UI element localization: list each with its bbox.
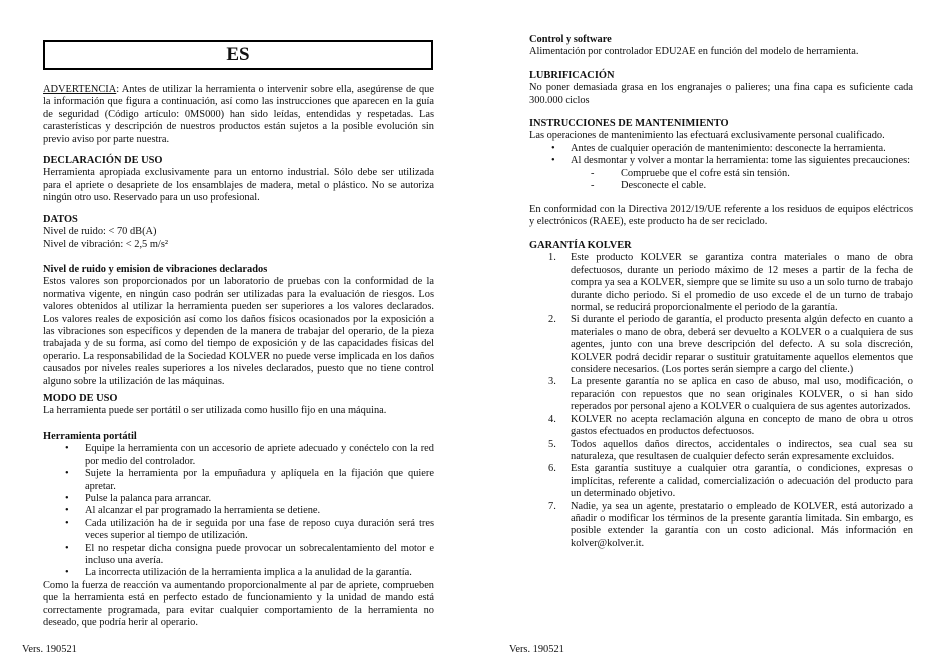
lubrication-text: No poner demasiada grasa en los engranajes o palieres; una fina capa es suficiente cada 300.000 ciclos — [529, 82, 913, 106]
maintenance-list — [529, 143, 913, 168]
control-section — [529, 34, 913, 59]
warning-paragraph — [43, 84, 434, 146]
list-item — [529, 463, 913, 500]
item-number: 7. — [548, 500, 556, 512]
item-text: Si durante el periodo de garantía, el producto presenta algún defecto en cuanto a materiales o mano de obra, deberá ser devuelto a KOLVER o a cualquiera de sus agentes, junto con una breve descripción del defecto. A su sola discreción, KOLVER podrá decidir reparar o sustituir gratuitamente aquellos elementos que considere necesarios. (Los portes serán siempre a cargo del cliente.) — [571, 314, 913, 376]
noise-text: Estos valores son proporcionados por un laboratorio de pruebas con la conformidad de la normativa vigente, en ningún caso podrán ser utilizadas para la evaluación de riesgos. Los valores obtenidos al utilizar la herramienta pueden ser superiores a los valores declarados. Los valores reales de exposición así como los daños físicos ocasionados por la exposición a las vibraciones son específicos y dependen de la manera de trabajar del operario, de la pieza trabajada y de su forma, así como del tiempo de exposición y de las capacidades físicas del operario. La responsabilidad de la Sociedad KOLVER no puede verse implicada en los daños causados por niveles reales superiores a los niveles declarados, puesto que no tiene control alguno sobre la utilización de las máquinas. — [43, 276, 434, 387]
portable-list — [43, 443, 434, 579]
list-item: • El no respetar dicha consigna puede provocar un sobrecalentamiento del motor e incluso una avería. — [43, 543, 434, 568]
list-item: • Equipe la herramienta con un accesorio de apriete adecuado y conéctelo con la red por medio del controlador. — [43, 443, 434, 468]
noise-section — [43, 264, 434, 388]
noise-title: Nivel de ruido y emision de vibraciones declarados — [43, 264, 268, 275]
control-text: Alimentación por controlador EDU2AE en función del modelo de herramienta. — [529, 46, 859, 58]
list-item: - Compruebe que el cofre está sin tensión. — [591, 168, 913, 180]
list-item: • Cada utilización ha de ir seguida por una fase de reposo cuya duración será tres veces superior al tiempo de utilización. — [43, 518, 434, 543]
item-text: La presente garantía no se aplica en caso de abuso, mal uso, modificación, o reparación con repuestos que no sean originales KOLVER, o si han sido reperados por personal ajeno a KOLVER o cualquiera de sus agentes autorizados. — [571, 376, 913, 413]
list-item — [529, 501, 913, 551]
declaration-title: DECLARACIÓN DE USO — [43, 155, 163, 166]
warranty-section — [529, 240, 913, 550]
declaration-section — [43, 155, 434, 205]
list-item: • Al desmontar y volver a montar la herramienta: tome las siguientes precauciones: — [529, 155, 913, 167]
warning-section — [43, 84, 434, 146]
datos-section — [43, 214, 434, 251]
list-item: - Desconecte el cable. — [591, 180, 913, 192]
version-left: Vers. 190521 — [22, 644, 77, 655]
usage-text: La herramienta puede ser portátil o ser utilizada como husillo fijo en una máquina. — [43, 405, 387, 417]
warranty-title: GARANTÍA KOLVER — [529, 240, 632, 251]
list-item: • Al alcanzar el par programado la herramienta se detiene. — [43, 505, 434, 517]
language-box: ES — [43, 40, 433, 70]
usage-title: MODO DE USO — [43, 393, 118, 404]
version-right: Vers. 190521 — [509, 644, 564, 655]
item-number: 4. — [548, 413, 556, 425]
item-number: 2. — [548, 314, 556, 326]
datos-title: DATOS — [43, 214, 78, 225]
item-number: 3. — [548, 376, 556, 388]
item-text: KOLVER no acepta reclamación alguna en concepto de mano de obra u otros gastos efectuados en productos defectuosos. — [571, 413, 913, 438]
item-text: Este producto KOLVER se garantiza contra materiales o mano de obra defectuosos, durante un periodo máximo de 12 meses a partir de la fecha de compra ya sea a KOLVER, siempre que se limite su uso a un solo turno de trabajo durante dicho periodo. Si el promedio de uso excede el de un turno de trabajo normal, se reducirá proporcionalmente el periodo de la garantía. — [571, 252, 913, 314]
warning-label: ADVERTENCIA — [43, 84, 117, 95]
noise-level: Nivel de ruido: < 70 dB(A) — [43, 226, 157, 238]
maintenance-section — [529, 118, 913, 192]
maintenance-title: INSTRUCCIONES DE MANTENIMIENTO — [529, 118, 729, 129]
raee-text: En conformidad con la Directiva 2012/19/UE referente a los residuos de equipos eléctricos y electrónicos (RAEE), este producto ha de ser reciclado. — [529, 204, 913, 228]
item-text: Nadie, ya sea un agente, prestatario o empleado de KOLVER, está autorizado a añadir o modificar los términos de la presente garantía limitada. Sin embargo, es posible extender la garantía con un costo adicional. Más información en kolver@kolver.it. — [571, 500, 913, 549]
lubrication-title: LUBRIFICACIÓN — [529, 70, 615, 81]
portable-after-text: Como la fuerza de reacción va aumentando proporcionalmente al par de apriete, comprueben que la herramienta está en perfecto estado de funcionamiento y la unidad de mando está correctamente programada, para evitar cualquier comportamiento de la herramienta no deseado, que podría herir al operario. — [43, 579, 434, 629]
warranty-list — [529, 252, 913, 550]
item-text: Todos aquellos daños directos, accidentales o indirectos, sea cual sea su naturaleza, que resultasen de cualquier defecto serán expresamente excluidos. — [571, 438, 913, 462]
vibration-level: Nivel de vibración: < 2,5 m/s² — [43, 238, 168, 250]
list-item: • Antes de cualquier operación de mantenimiento: desconecte la herramienta. — [529, 143, 913, 155]
raee-section — [529, 204, 913, 229]
item-number: 6. — [548, 463, 556, 475]
control-title: Control y software — [529, 34, 612, 45]
list-item — [529, 252, 913, 314]
usage-section — [43, 393, 434, 418]
list-item — [529, 439, 913, 464]
item-number: 1. — [548, 252, 556, 264]
list-item — [529, 376, 913, 413]
list-item: • La incorrecta utilización de la herramienta implica a la anulidad de la garantía. — [43, 567, 434, 579]
warning-text: : Antes de utilizar la herramienta o intervenir sobre ella, asegúrense de que la información que figura a continuación, así como las instrucciones que aparecen en la guía de seguridad (Código artículo: 0MS000) han sido leídas, entendidas y respetadas. Las carasterísticas y descripción de nuestros productos están sujetos a la posible evolución sin previo aviso por parte nuestra. — [43, 84, 434, 145]
list-item: • Sujete la herramienta por la empuñadura y aplíquela en la fijación que quiere apretar. — [43, 468, 434, 493]
portable-title: Herramienta portátil — [43, 431, 137, 442]
item-text: Esta garantía sustituye a cualquier otra garantía, o condiciones, expresas o implícitas, referente a calidad, comercialización o adecuación del producto para un determinado objetivo. — [571, 463, 913, 500]
item-number: 5. — [548, 438, 556, 450]
list-item: • Pulse la palanca para arrancar. — [43, 493, 434, 505]
lubrication-section — [529, 70, 913, 107]
maintenance-sublist — [529, 168, 913, 193]
list-item — [529, 414, 913, 439]
portable-section — [43, 431, 434, 630]
list-item — [529, 314, 913, 376]
declaration-text: Herramienta apropiada exclusivamente para un entorno industrial. Sólo debe ser utilizada para el apriete o desapriete de los ensamblajes de madera, metal o plástico. No se autoriza ningún otro uso. Reservado para un uso profesional. — [43, 167, 434, 204]
maintenance-text: Las operaciones de mantenimiento las efectuará exclusivamente personal cualificado. — [529, 130, 885, 142]
